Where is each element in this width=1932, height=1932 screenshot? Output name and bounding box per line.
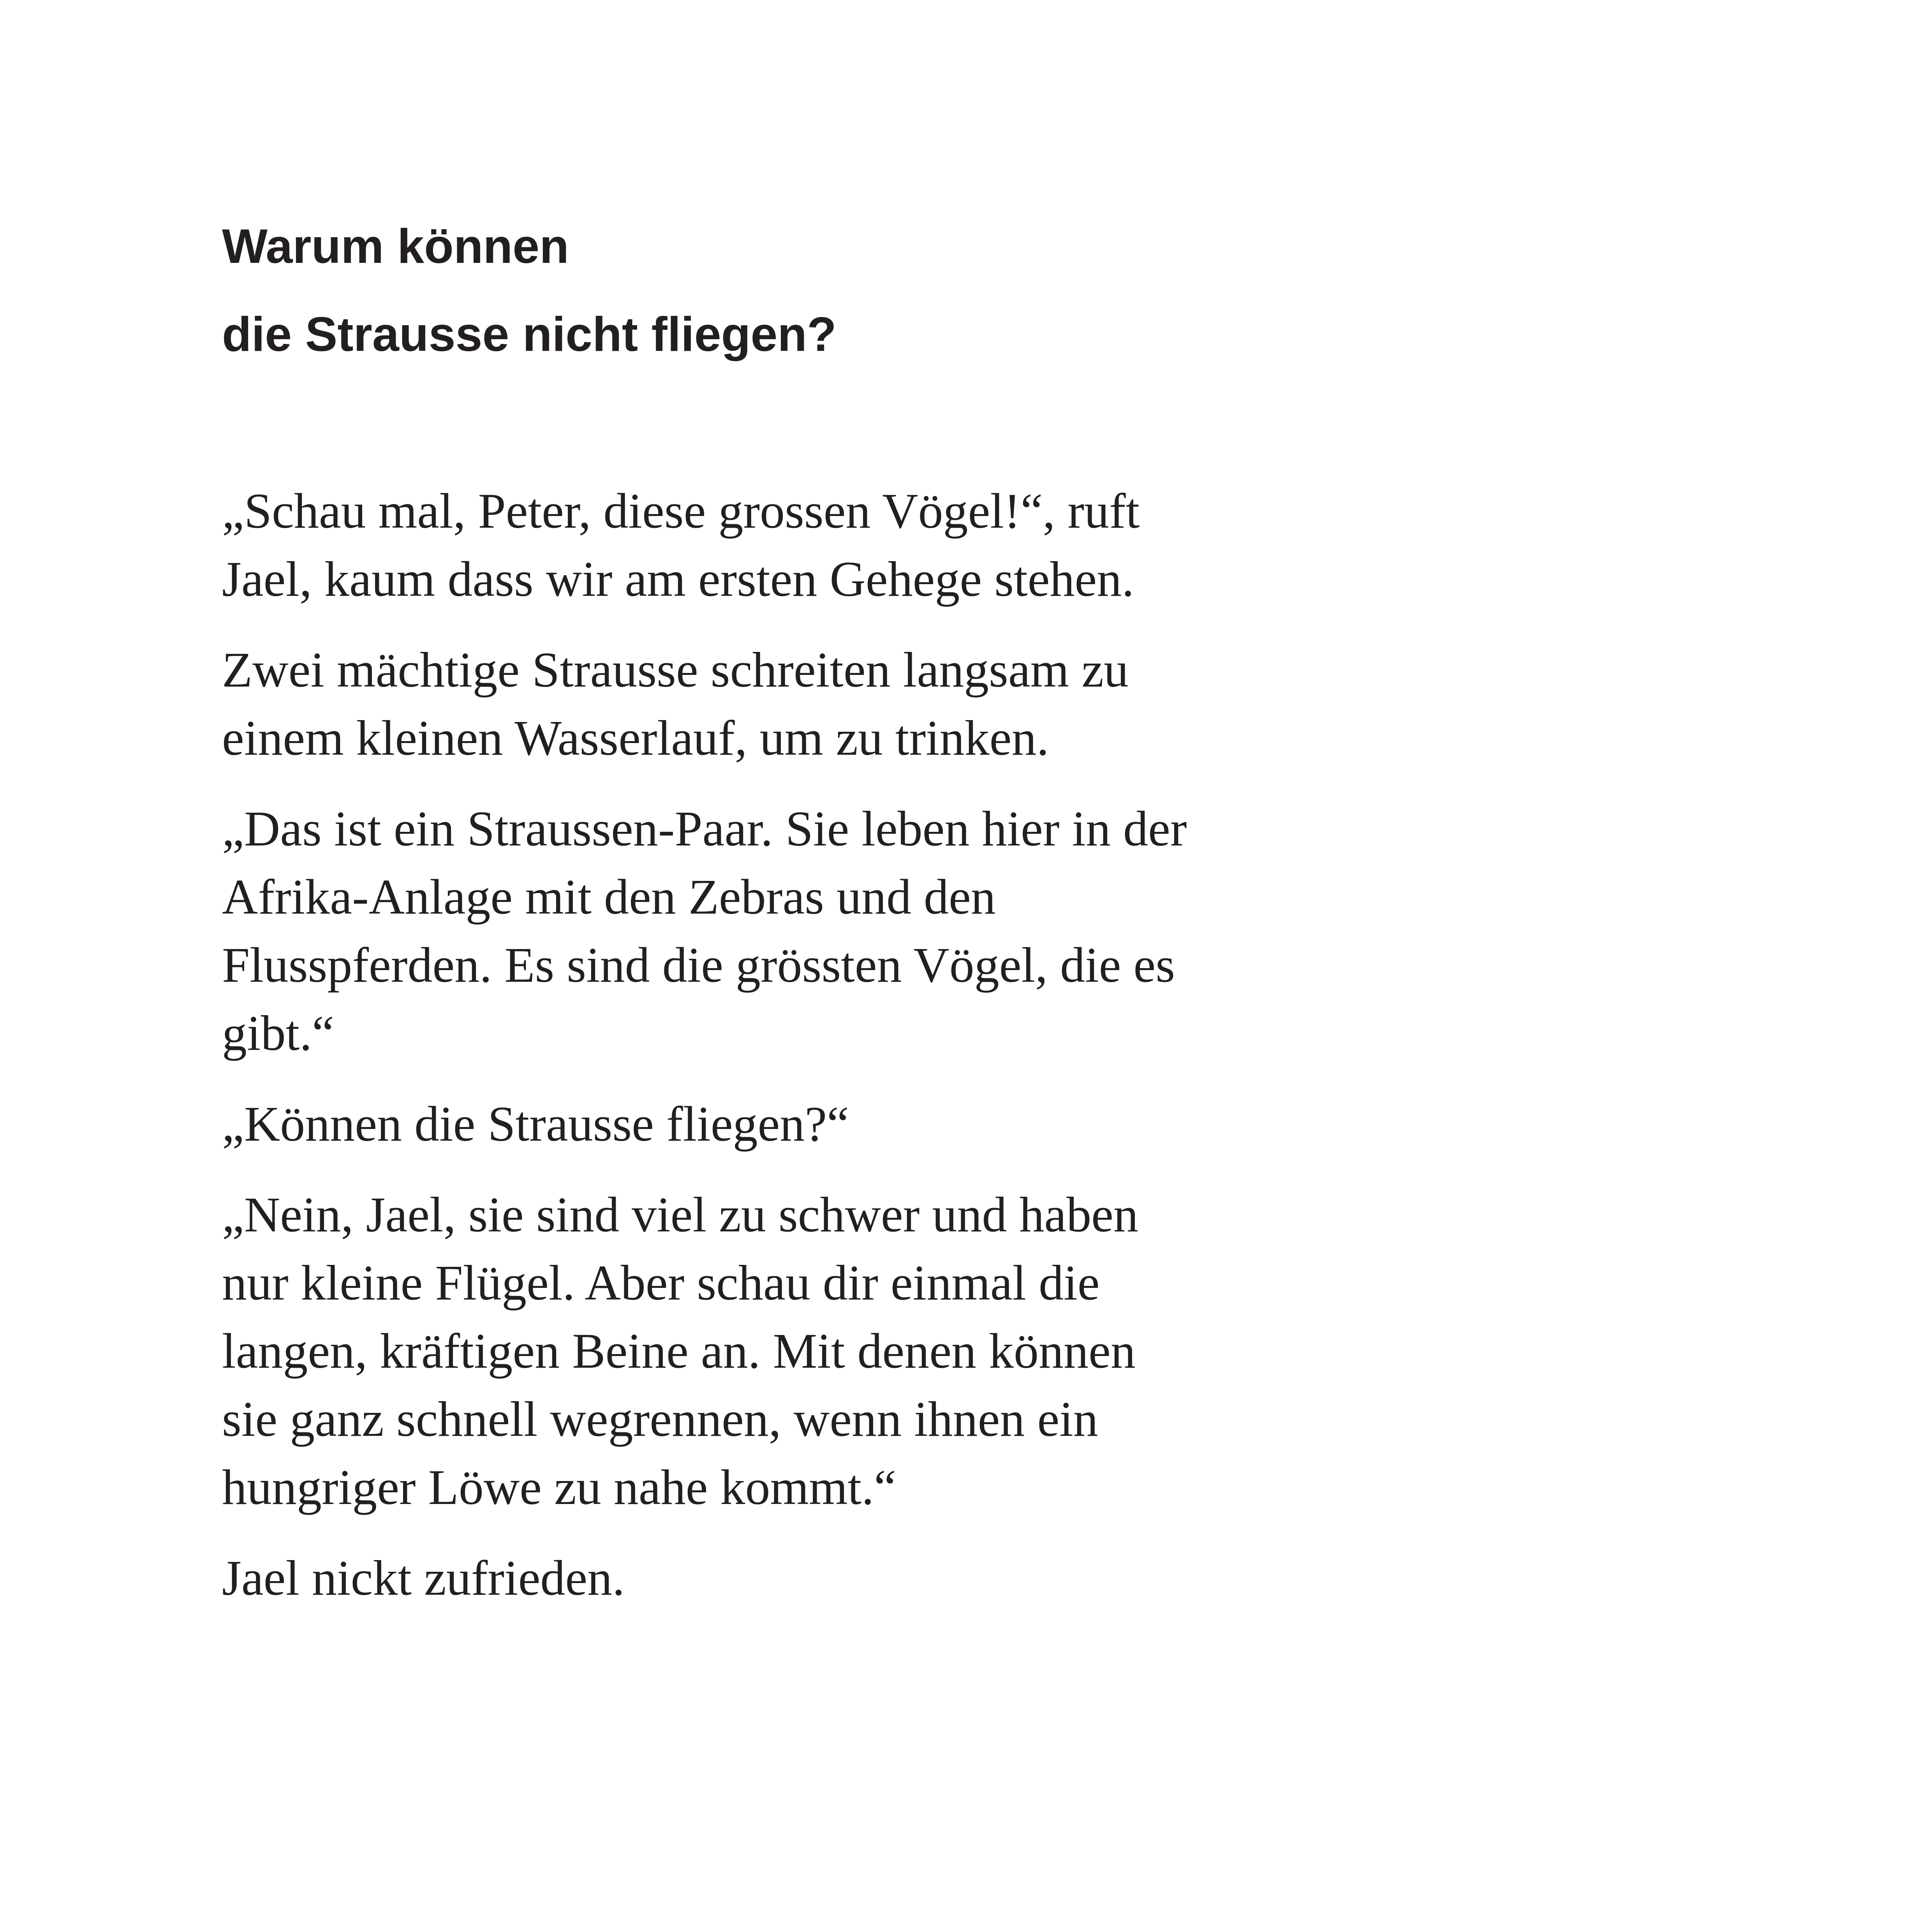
paragraph bbox=[222, 795, 1273, 1067]
text-line: „Schau mal, Peter, diese grossen Vögel!“, ruft bbox=[222, 483, 1140, 539]
paragraph bbox=[222, 636, 1273, 772]
text-line: Afrika-Anlage mit den Zebras und den bbox=[222, 869, 996, 925]
text-line: Jael nickt zufrieden. bbox=[222, 1550, 625, 1606]
text-line: „Nein, Jael, sie sind viel zu schwer und haben bbox=[222, 1187, 1139, 1242]
page-title bbox=[222, 203, 1468, 379]
text-line: Jael, kaum dass wir am ersten Gehege stehen. bbox=[222, 551, 1134, 607]
text-line: sie ganz schnell wegrennen, wenn ihnen ein bbox=[222, 1391, 1098, 1447]
text-line: hungriger Löwe zu nahe kommt.“ bbox=[222, 1460, 896, 1515]
text-line: nur kleine Flügel. Aber schau dir einmal die bbox=[222, 1255, 1100, 1310]
text-line: „Können die Strausse fliegen?“ bbox=[222, 1096, 849, 1152]
story-text bbox=[222, 477, 1273, 1635]
text-line: einem kleinen Wasserlauf, um zu trinken. bbox=[222, 710, 1049, 766]
text-line: Zwei mächtige Strausse schreiten langsam zu bbox=[222, 642, 1129, 697]
text-line: langen, kräftigen Beine an. Mit denen können bbox=[222, 1323, 1136, 1379]
title-line: die Strausse nicht fliegen? bbox=[222, 308, 837, 361]
paragraph bbox=[222, 1090, 1273, 1158]
text-line: gibt.“ bbox=[222, 1006, 334, 1061]
paragraph bbox=[222, 1544, 1273, 1612]
text-line: Flusspferden. Es sind die grössten Vögel, die es bbox=[222, 937, 1175, 993]
paragraph bbox=[222, 477, 1273, 613]
title-line: Warum können bbox=[222, 220, 569, 273]
paragraph bbox=[222, 1181, 1273, 1522]
text-line: „Das ist ein Straussen-Paar. Sie leben hier in der bbox=[222, 801, 1187, 856]
